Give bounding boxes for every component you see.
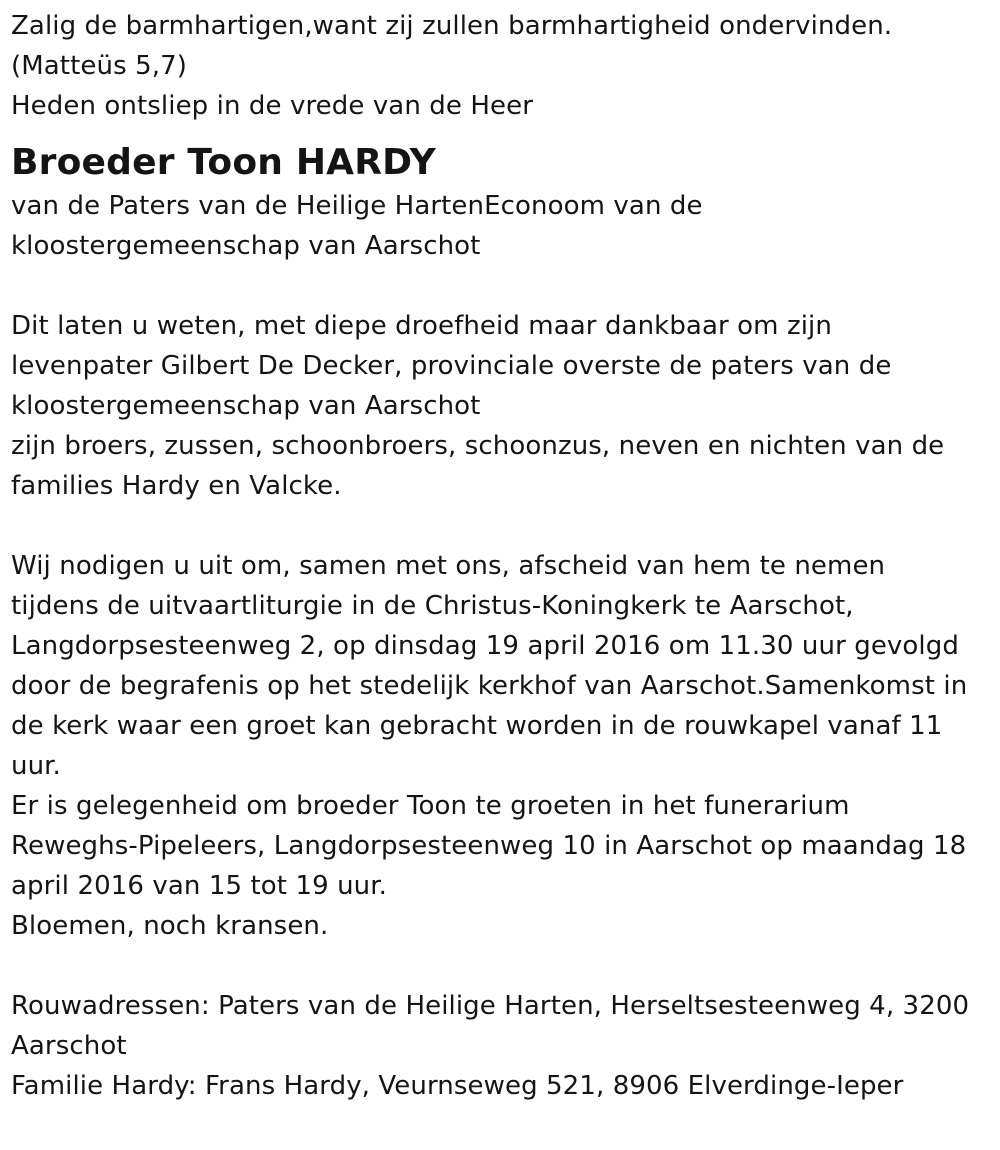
- funeral-line: tijdens de uitvaartliturgie in de Christus-Koningkerk te Aarschot,: [11, 591, 854, 621]
- announcement-line: levenpater Gilbert De Decker, provinciale overste de paters van de: [11, 351, 892, 381]
- announcement-line: Dit laten u weten, met diepe droefheid maar dankbaar om zijn: [11, 311, 832, 341]
- flowers-note: Bloemen, noch kransen.: [11, 911, 329, 941]
- deceased-role-line: kloostergemeenschap van Aarschot: [11, 231, 481, 261]
- obituary-document: [11, 6, 996, 1106]
- mourning-address-line: Aarschot: [11, 1031, 127, 1061]
- paragraph-spacer: [11, 266, 996, 306]
- funeral-line: door de begrafenis op het stedelijk kerkhof van Aarschot.Samenkomst in: [11, 671, 968, 701]
- announcement-section: [11, 306, 996, 506]
- funeral-line: Wij nodigen u uit om, samen met ons, afscheid van hem te nemen: [11, 551, 886, 581]
- announcement-line: families Hardy en Valcke.: [11, 471, 342, 501]
- intro-section: [11, 6, 996, 126]
- funeral-section: [11, 546, 996, 946]
- deceased-section: [11, 140, 996, 266]
- funeral-line: de kerk waar een groet kan gebracht worden in de rouwkapel vanaf 11: [11, 711, 943, 741]
- visitation-line: april 2016 van 15 tot 19 uur.: [11, 871, 388, 901]
- addresses-section: [11, 986, 996, 1106]
- deceased-role-line: van de Paters van de Heilige HartenEconoom van de: [11, 191, 703, 221]
- family-address-line: Familie Hardy: Frans Hardy, Veurnseweg 521, 8906 Elverdinge-Ieper: [11, 1071, 904, 1101]
- announcement-line: zijn broers, zussen, schoonbroers, schoonzus, neven en nichten van de: [11, 431, 945, 461]
- visitation-line: Reweghs-Pipeleers, Langdorpsesteenweg 10 in Aarschot op maandag 18: [11, 831, 967, 861]
- deceased-name: Broeder Toon HARDY: [11, 142, 436, 183]
- intro-statement: Heden ontsliep in de vrede van de Heer: [11, 91, 533, 121]
- bible-reference: (Matteüs 5,7): [11, 51, 187, 81]
- paragraph-spacer: [11, 506, 996, 546]
- paragraph-spacer: [11, 946, 996, 986]
- mourning-address-line: Rouwadressen: Paters van de Heilige Harten, Herseltsesteenweg 4, 3200: [11, 991, 970, 1021]
- announcement-line: kloostergemeenschap van Aarschot: [11, 391, 481, 421]
- bible-verse: Zalig de barmhartigen,want zij zullen barmhartigheid ondervinden.: [11, 11, 893, 41]
- funeral-line: Langdorpsesteenweg 2, op dinsdag 19 april 2016 om 11.30 uur gevolgd: [11, 631, 959, 661]
- visitation-line: Er is gelegenheid om broeder Toon te groeten in het funerarium: [11, 791, 850, 821]
- funeral-line: uur.: [11, 751, 61, 781]
